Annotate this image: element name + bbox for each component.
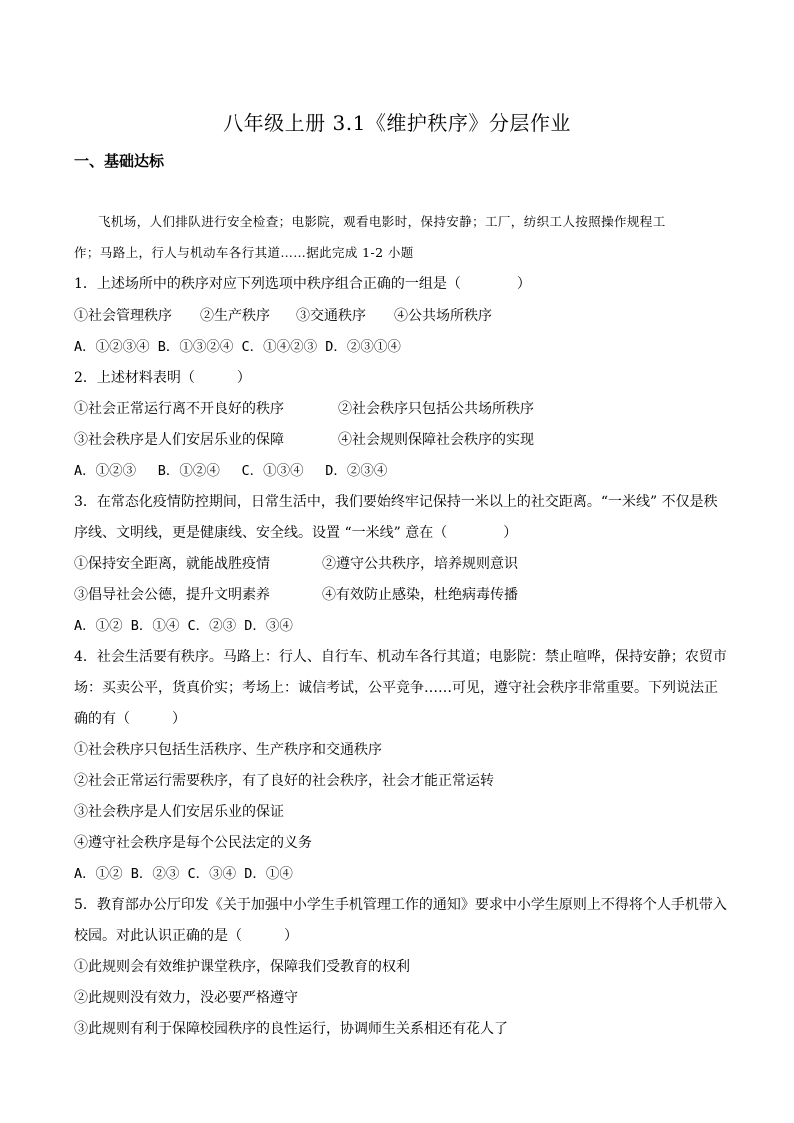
question-2-stem: 2．上述材料表明（ ） xyxy=(74,370,251,386)
q3-item-4: ④有效防止感染，杜绝病毒传播 xyxy=(322,587,518,603)
question-4-answers: A．①② B．②③ C．③④ D．①④ xyxy=(74,866,293,882)
q3-item-1: ①保持安全距离，就能战胜疫情 xyxy=(74,556,270,572)
q4-item-2: ②社会正常运行需要秩序，有了良好的社会秩序，社会才能正常运转 xyxy=(74,773,494,789)
question-1-items xyxy=(74,306,492,326)
q1-item-3: ③交通秩序 xyxy=(296,308,366,324)
q2-item-2: ②社会秩序只包括公共场所秩序 xyxy=(338,401,534,417)
q1-item-2: ②生产秩序 xyxy=(200,308,270,324)
section-heading-basic: 一、基础达标 xyxy=(74,152,165,170)
question-3-stem-line-2: 序线、文明线，更是健康线、安全线。设置 “一米线” 意在（ ） xyxy=(74,525,518,541)
q4-item-4: ④遵守社会秩序是每个公民法定的义务 xyxy=(74,835,312,851)
question-2-items-row-1 xyxy=(74,399,534,419)
material-line-1: 飞机场，人们排队进行安全检查；电影院，观看电影时，保持安静；工厂，纺织工人按照操作规程工 xyxy=(98,214,666,229)
q1-item-1: ①社会管理秩序 xyxy=(74,308,172,324)
question-5-stem-line-1: 5．教育部办公厅印发《关于加强中小学生手机管理工作的通知》要求中小学生原则上不得将个人手机带入 xyxy=(74,897,727,913)
question-5-stem-line-2: 校园。对此认识正确的是（ ） xyxy=(74,928,298,944)
question-2-items-row-2 xyxy=(74,430,534,450)
material-line-2: 作；马路上，行人与机动车各行其道……据此完成 1-2 小题 xyxy=(74,245,414,260)
question-3-items-row-2 xyxy=(74,585,518,605)
question-3-items-row-1 xyxy=(74,554,518,574)
q3-item-3: ③倡导社会公德，提升文明素养 xyxy=(74,587,270,603)
page-title: 八年级上册 3.1《维护秩序》分层作业 xyxy=(223,111,571,135)
question-3-stem-line-1: 3．在常态化疫情防控期间，日常生活中，我们要始终牢记保持一米以上的社交距离。“一米线” 不仅是秩 xyxy=(74,494,718,510)
q2-item-4: ④社会规则保障社会秩序的实现 xyxy=(338,432,534,448)
q4-item-1: ①社会秩序只包括生活秩序、生产秩序和交通秩序 xyxy=(74,742,382,758)
question-1-stem: 1．上述场所中的秩序对应下列选项中秩序组合正确的一组是（ ） xyxy=(74,276,531,292)
question-1-answers: A．①②③④ B．①③②④ C．①④②③ D．②③①④ xyxy=(74,339,401,355)
question-4-stem-line-1: 4．社会生活要有秩序。马路上：行人、自行车、机动车各行其道；电影院：禁止喧哗，保持安静；农贸市 xyxy=(74,649,727,665)
question-3-answers: A．①② B．①④ C．②③ D．③④ xyxy=(74,618,293,634)
q2-item-1: ①社会正常运行离不开良好的秩序 xyxy=(74,401,284,417)
q5-item-3: ③此规则有利于保障校园秩序的良性运行，协调师生关系相还有花人了 xyxy=(74,1021,508,1037)
q4-item-3: ③社会秩序是人们安居乐业的保证 xyxy=(74,804,284,820)
question-2-answers: A．①②③ B．①②④ C．①③④ D．②③④ xyxy=(74,463,388,479)
question-4-stem-line-2: 场：买卖公平，货真价实；考场上：诚信考试，公平竞争……可见，遵守社会秩序非常重要。下列说法正 xyxy=(74,680,718,696)
q5-item-1: ①此规则会有效维护课堂秩序，保障我们受教育的权利 xyxy=(74,959,410,975)
q5-item-2: ②此规则没有效力，没必要严格遵守 xyxy=(74,990,298,1006)
q2-item-3: ③社会秩序是人们安居乐业的保障 xyxy=(74,432,284,448)
q3-item-2: ②遵守公共秩序，培养规则意识 xyxy=(322,556,518,572)
question-4-stem-line-3: 确的有（ ） xyxy=(74,711,186,727)
q1-item-4: ④公共场所秩序 xyxy=(394,308,492,324)
